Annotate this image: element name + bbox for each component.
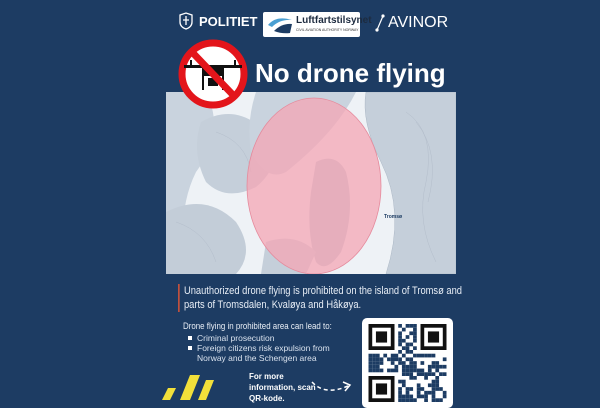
no-fly-zone bbox=[247, 98, 381, 274]
prohibition-statement: Unauthorized drone flying is prohibited on the island of Tromsø and parts of Tromsdalen, Kvaløya and Håkøya. bbox=[178, 284, 467, 312]
qr-code[interactable] bbox=[362, 318, 453, 408]
dashed-arrow-icon bbox=[310, 378, 355, 398]
avinor-mark-icon bbox=[375, 14, 385, 32]
politiet-name: POLITIET bbox=[199, 13, 258, 29]
luftfartstilsynet-subtitle: CIVIL AVIATION AUTHORITY NORWAY bbox=[296, 28, 359, 32]
aviation-wing-icon bbox=[266, 15, 294, 35]
luftfartstilsynet-name: Luftfartstilsynet bbox=[296, 15, 372, 26]
restricted-zone-map bbox=[166, 92, 456, 274]
list-item: Foreign citizens risk expulsion from Norway and the Schengen area bbox=[188, 343, 348, 363]
consequences-list bbox=[188, 333, 348, 363]
more-info-text: For more information, scan QR-kode. bbox=[249, 372, 316, 403]
consequences-heading: Drone flying in prohibited area can lead to: bbox=[183, 321, 332, 331]
page-title: No drone flying bbox=[255, 58, 446, 88]
qr-pattern bbox=[368, 324, 447, 402]
avinor-logo bbox=[375, 14, 448, 32]
avinor-name: AVINOR bbox=[388, 14, 449, 31]
city-label: Tromsø bbox=[384, 214, 403, 220]
politiet-logo bbox=[178, 12, 258, 30]
no-drone-sign-icon bbox=[176, 38, 250, 110]
police-crest-icon bbox=[178, 12, 194, 30]
list-item: Criminal prosecution bbox=[188, 333, 348, 343]
yellow-stripes-decoration bbox=[160, 370, 215, 400]
luftfartstilsynet-logo bbox=[263, 12, 372, 37]
